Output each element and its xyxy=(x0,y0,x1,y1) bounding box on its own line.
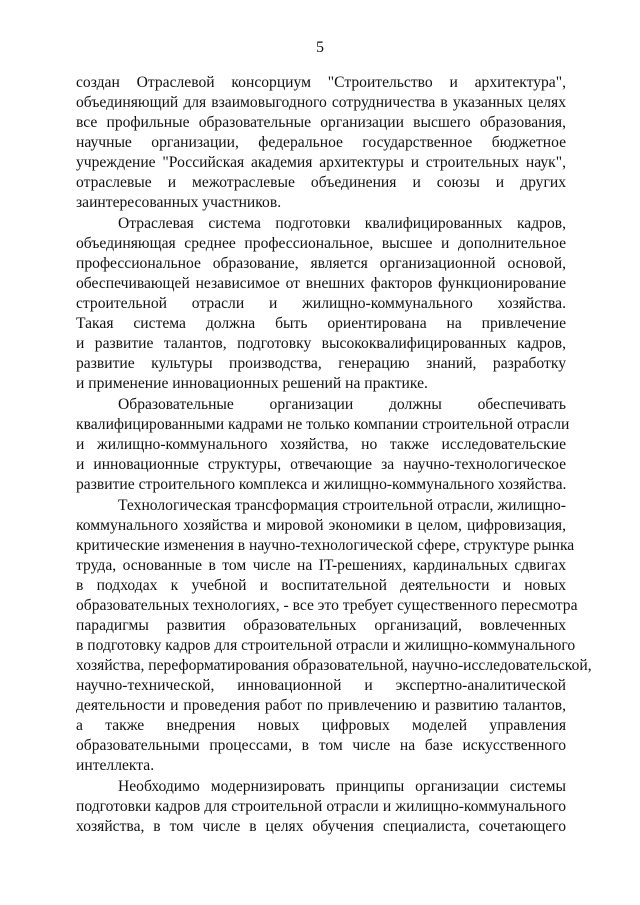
page-number: 5 xyxy=(316,39,324,56)
text-line: деятельности и проведения работ по привлечению и развитию талантов, xyxy=(76,697,566,714)
text-line: хозяйства, переформатирования образовательной, научно-исследовательской, xyxy=(76,657,592,674)
text-line: развитие строительного комплекса и жилищно-коммунального хозяйства. xyxy=(76,476,567,493)
text-line: интеллекта. xyxy=(76,757,155,774)
text-line: и применение инновационных решений на практике. xyxy=(76,375,428,392)
text-line: парадигмы развития образовательных организаций, вовлеченных xyxy=(76,617,566,634)
text-line: Такая система должна быть ориентирована на привлечение xyxy=(76,315,566,332)
text-line: развитие культуры производства, генерацию знаний, разработку xyxy=(76,355,566,372)
text-line: подготовки кадров для строительной отрасли и жилищно-коммунального xyxy=(76,798,566,815)
text-line: и жилищно-коммунального хозяйства, но также исследовательские xyxy=(76,436,566,453)
text-line: отраслевые и межотраслевые объединения и союзы и других xyxy=(76,174,566,191)
text-line: и развитие талантов, подготовку высококвалифицированных кадров, xyxy=(76,335,566,352)
text-line: заинтересованных участников. xyxy=(76,194,282,211)
text-line: объединяющий для взаимовыгодного сотрудничества в указанных целях xyxy=(76,94,566,111)
paragraph-first-line: Необходимо модернизировать принципы организации системы xyxy=(118,778,566,795)
paragraph-first-line: Образовательные организации должны обеспечивать xyxy=(118,396,566,413)
text-line: объединяющая среднее профессиональное, высшее и дополнительное xyxy=(76,235,566,252)
paragraph-first-line: Отраслевая система подготовки квалифицированных кадров, xyxy=(118,215,566,232)
body-text xyxy=(76,73,592,837)
text-line: коммунального хозяйства и мировой экономики в целом, цифровизация, xyxy=(76,517,566,534)
text-line: научно-технической, инновационной и экспертно-аналитической xyxy=(76,677,566,694)
text-line: образовательных технологиях, - все это требует существенного пересмотра xyxy=(76,597,578,614)
text-line: обеспечивающей независимое от внешних факторов функционирование xyxy=(76,275,566,292)
text-line: в подходах к учебной и воспитательной деятельности и новых xyxy=(76,577,566,594)
text-line: в подготовку кадров для строительной отрасли и жилищно-коммунального xyxy=(76,637,576,654)
text-line: квалифицированными кадрами не только компании строительной отрасли xyxy=(76,416,570,433)
text-line: научные организации, федеральное государственное бюджетное xyxy=(76,134,566,151)
text-line: критические изменения в научно-технологической сфере, структуре рынка xyxy=(76,537,575,554)
text-line: создан Отраслевой консорциум "Строительство и архитектура", xyxy=(76,74,566,91)
text-line: и инновационные структуры, отвечающие за научно-технологическое xyxy=(76,456,566,473)
text-line: все профильные образовательные организации высшего образования, xyxy=(76,114,566,131)
text-line: учреждение "Российская академия архитектуры и строительных наук", xyxy=(76,154,566,171)
text-line: строительной отрасли и жилищно-коммунального хозяйства. xyxy=(76,295,566,312)
text-line: образовательными процессами, в том числе на базе искусственного xyxy=(76,737,566,754)
text-line: а также внедрения новых цифровых моделей управления xyxy=(76,717,566,734)
text-line: труда, основанные в том числе на IT-решениях, кардинальных сдвигах xyxy=(76,557,566,574)
paragraph-first-line: Технологическая трансформация строительной отрасли, жилищно- xyxy=(118,497,566,514)
text-line: профессиональное образование, является организационной основой, xyxy=(76,255,566,272)
text-line: хозяйства, в том числе в целях обучения специалиста, сочетающего xyxy=(76,818,566,835)
